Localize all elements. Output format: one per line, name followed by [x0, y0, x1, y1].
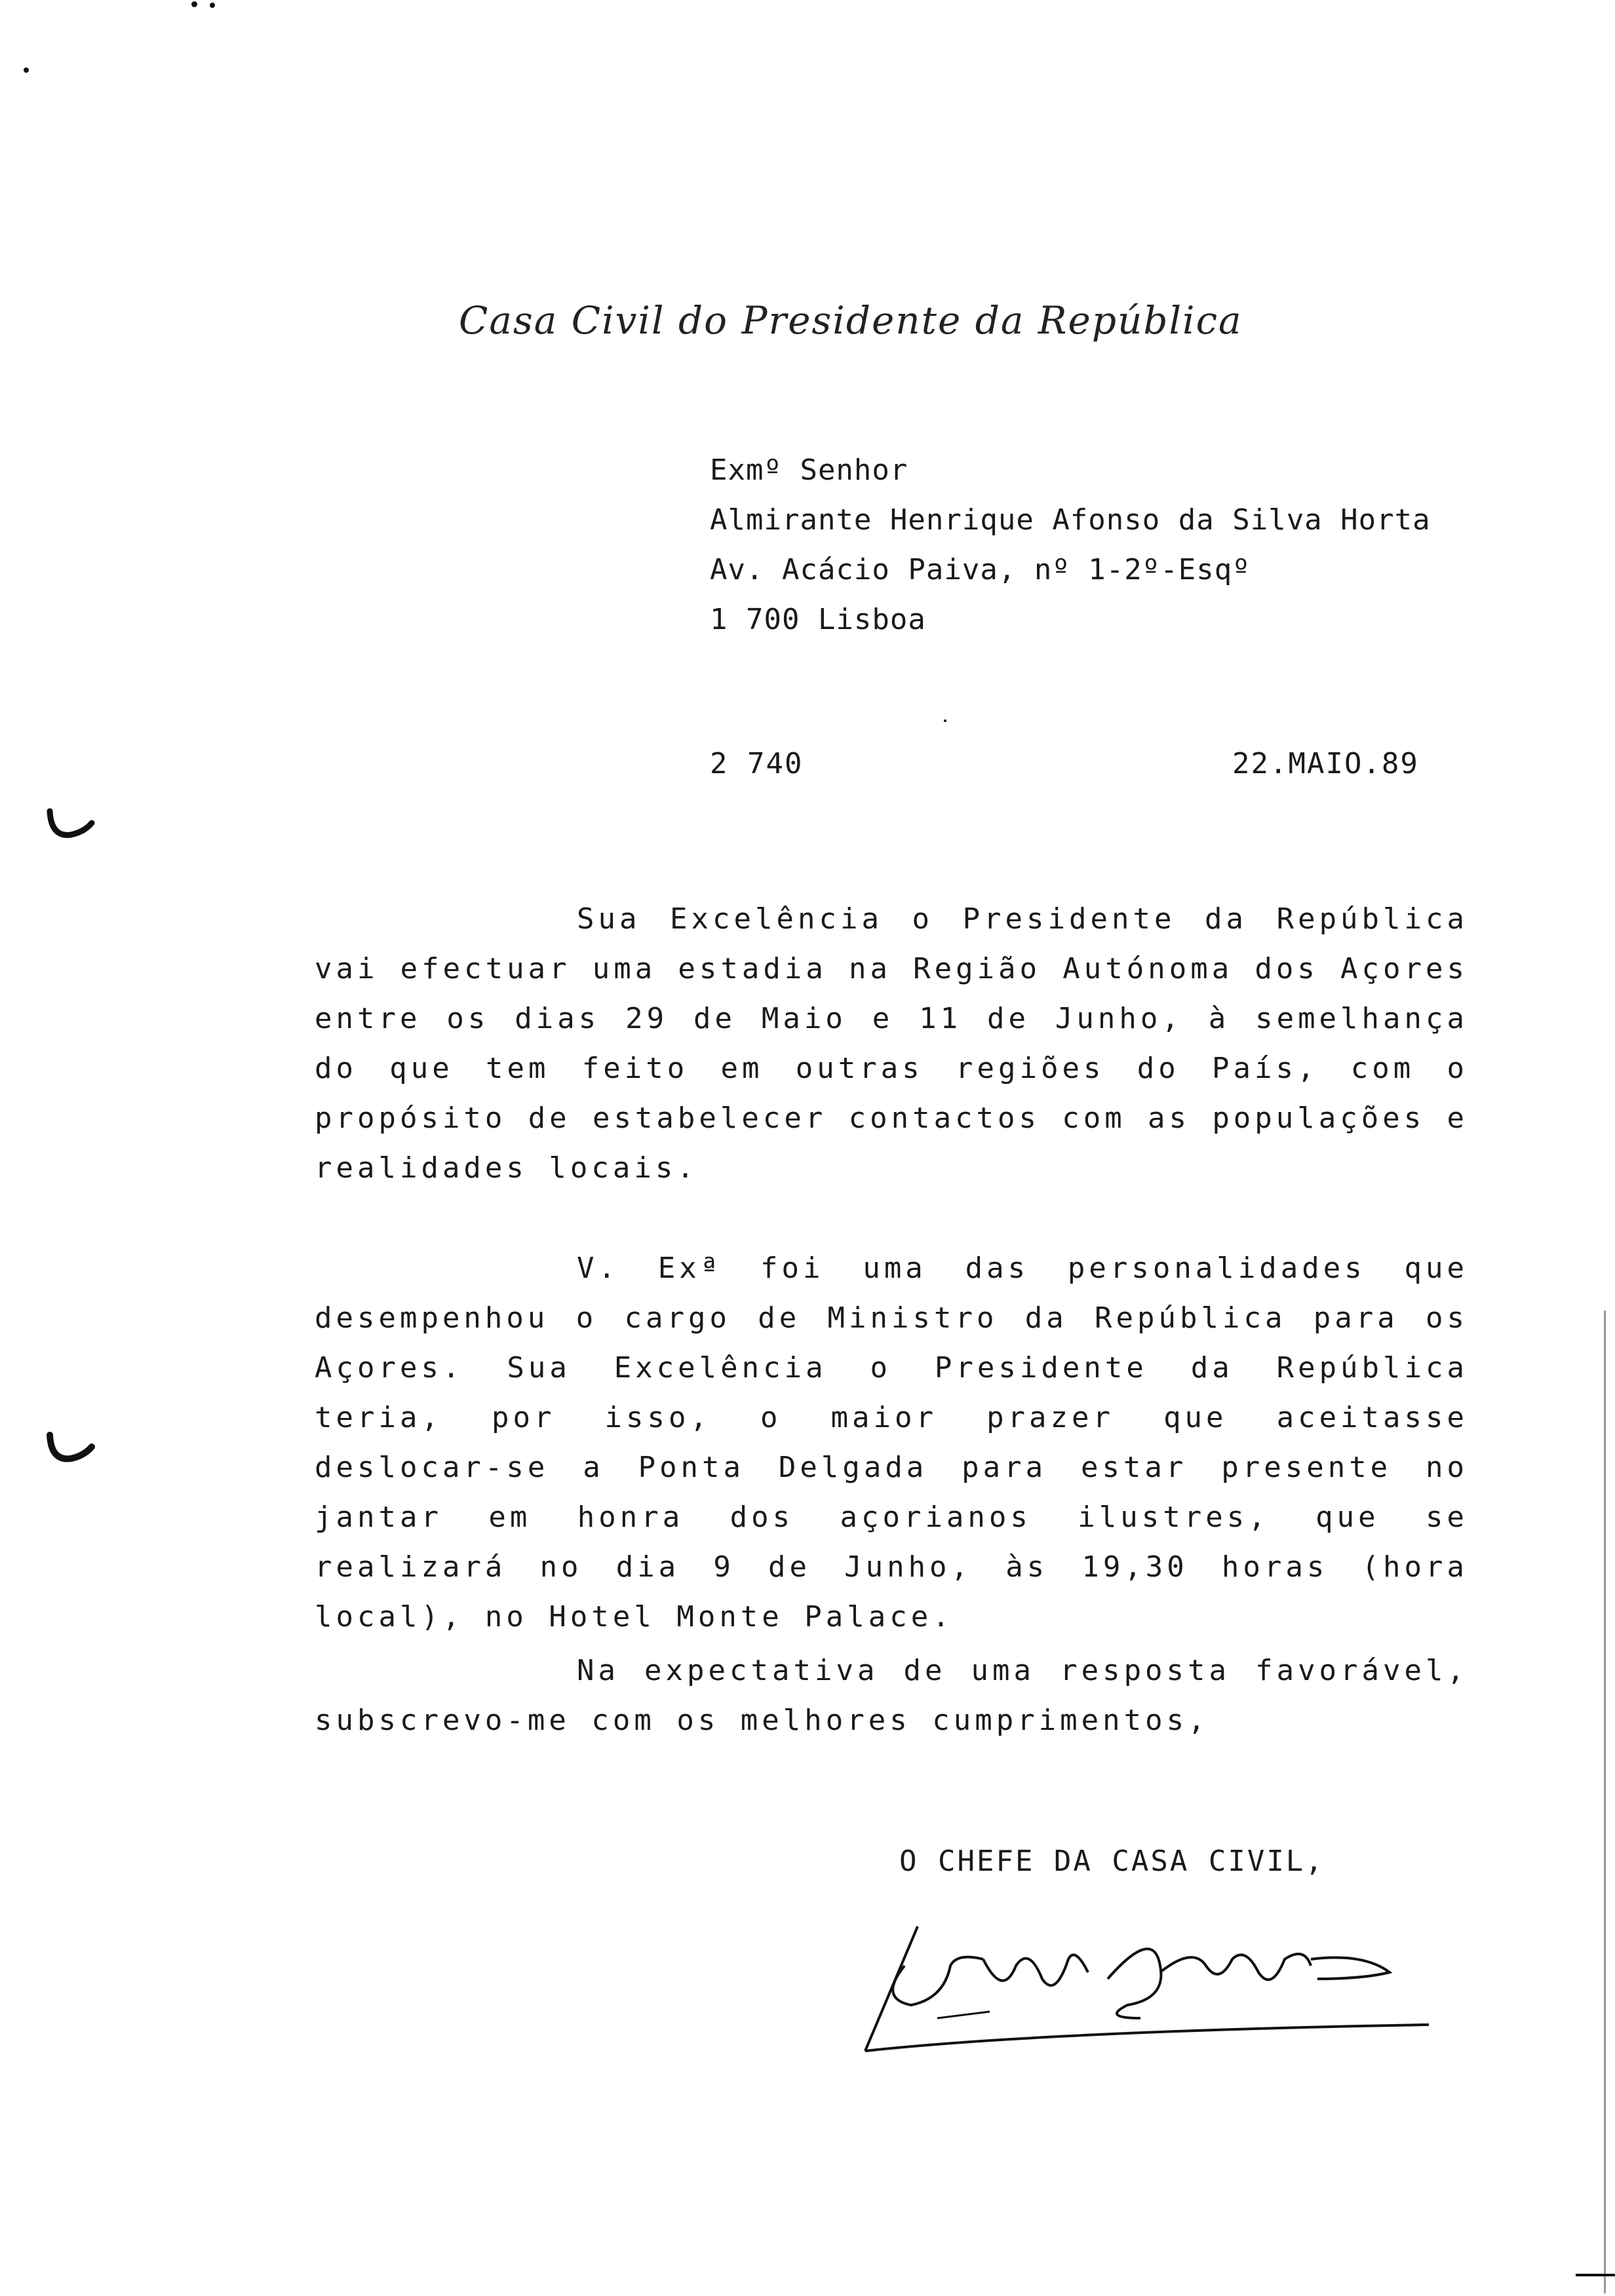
body-paragraph-3: Na expectativa de uma resposta favorável, subscrevo-me com os melhores cumprimentos, [315, 1654, 1468, 1737]
binder-hole-mark-bottom [45, 1430, 97, 1469]
scan-speck [210, 3, 215, 8]
binder-hole-mark-top [45, 806, 97, 845]
scan-speck [944, 719, 946, 722]
recipient-street: Av. Acácio Paiva, nº 1-2º-Esqº [710, 553, 1251, 586]
scan-edge-mark [1576, 2274, 1615, 2276]
recipient-address [710, 446, 1431, 645]
recipient-salutation: Exmº Senhor [710, 453, 908, 487]
scan-speck [24, 67, 29, 73]
scan-speck [191, 1, 197, 7]
body-paragraph-1: Sua Excelência o Presidente da República vai efectuar uma estadia na Região Autónoma dos Açores entre os dias 29 de Maio e 11 de Junho, à semelhança do que tem feito em outras regiões do País, com o propósito de estabelecer contactos com as populações e realidades locais. [315, 902, 1468, 1185]
closing-title: O CHEFE DA CASA CIVIL, [899, 1845, 1325, 1878]
recipient-city: 1 700 Lisboa [710, 603, 926, 636]
body-paragraph-2: V. Exª foi uma das personalidades que desempenhou o cargo de Ministro da República para os Açores. Sua Excelência o Presidente da República teria, por isso, o maior prazer que aceitasse deslocar-se a Ponta Delgada para estar presente no jantar em honra dos açorianos ilustres, que se realizará no dia 9 de Junho, às 19,30 horas (hora local), no Hotel Monte Palace. [315, 1252, 1468, 1634]
letter-date: 22.MAIO.89 [1232, 747, 1419, 780]
handwritten-signature [852, 1887, 1442, 2064]
scan-edge-line [1604, 1311, 1606, 2293]
letterhead: Casa Civil do Presidente da República [459, 298, 1243, 343]
recipient-name: Almirante Henrique Afonso da Silva Horta [710, 503, 1431, 537]
reference-number: 2 740 [710, 747, 804, 780]
